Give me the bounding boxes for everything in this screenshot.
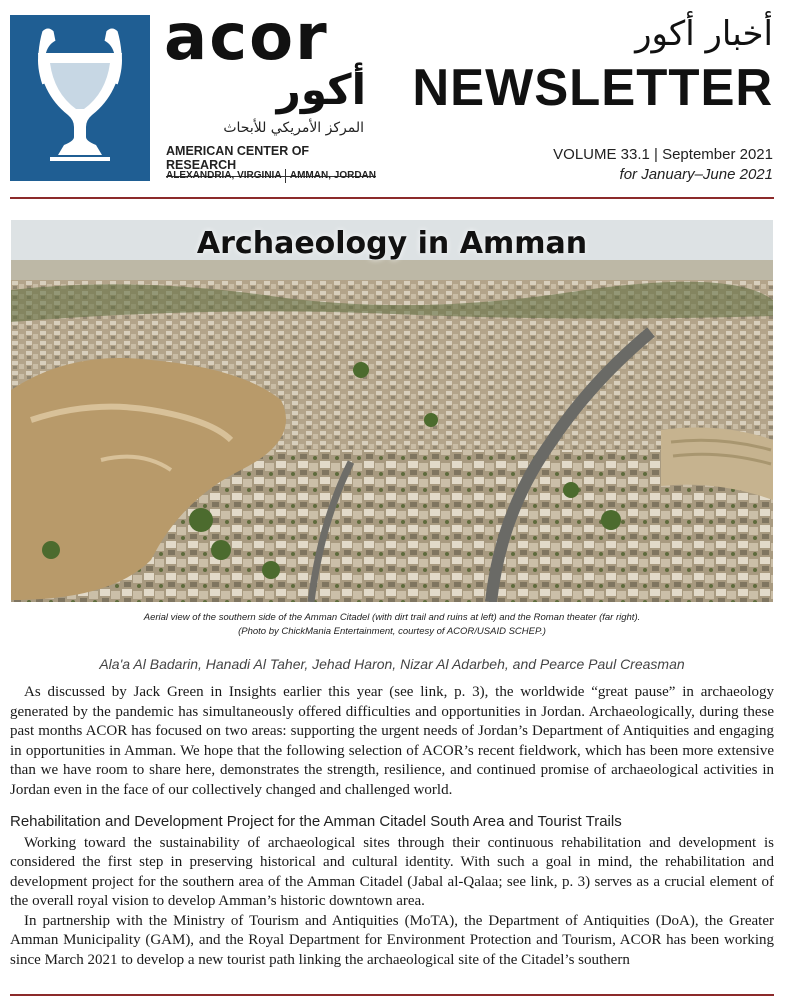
section-heading: Rehabilitation and Development Project for the Amman Citadel South Area and Tourist Trails (10, 813, 622, 830)
footer-rule (10, 994, 774, 996)
location-alexandria: ALEXANDRIA, VIRGINIA (166, 170, 282, 181)
article-title: Archaeology in Amman (196, 226, 588, 261)
newsletter-title: NEWSLETTER (412, 59, 773, 117)
issue-info (553, 145, 773, 185)
paragraph-intro: As discussed by Jack Green in Insights earlier this year (see link, p. 3), the worldwide “great pause” in archaeology generated by the pandemic has simultaneously offered difficulties and opportunities in Jordan. Archaeologically, during these past months ACOR has focused on two areas: supporting the urgent needs of Jordan’s Department of Antiquities and engaging in opportunities in Amman. We hope that the following selection of ACOR’s recent fieldwork, which has been more extensive than we have room to share here, demonstrates the strength, resilience, and continued promise of archaeological activities in Jordan even in the face of our collectively changed and challenged world. (10, 684, 774, 798)
acor-wordmark: acor (164, 1, 329, 75)
aerial-photo (11, 220, 773, 602)
volume-line: VOLUME 33.1 | September 2021 (553, 146, 773, 163)
newsletter-title-arabic: أخبار أكور (635, 14, 773, 54)
period-line: for January–June 2021 (619, 166, 773, 183)
header-rule (10, 197, 774, 199)
paragraph-rehabilitation: Working toward the sustainability of archaeological sites through their continuous rehabilitation and development is considered the first step in preserving historical and cultural identity. With such a goal in mind, the rehabilitation and development project for the southern area of the Amman Citadel (Jabal al-Qalaa; see link, p. 3) serves as a crucial element of the overall royal vision to develop Amman’s historic downtown area. (10, 834, 774, 909)
location-divider (285, 169, 286, 183)
paragraph-partnership: In partnership with the Ministry of Tourism and Antiquities (MoTA), the Department of Antiquities (DoA), the Greater Amman Municipality (GAM), and the Royal Department for Environment Protection and Tourism, ACOR has been working since March 2021 to develop a new tourist path linking the archaeological site of the Citadel’s southern (10, 912, 774, 968)
locations (166, 170, 376, 183)
center-name-english: AMERICAN CENTER OF RESEARCH (166, 144, 376, 177)
acor-wordmark-arabic: أكور (276, 65, 366, 114)
caption-line-1: Aerial view of the southern side of the Amman Citadel (with dirt trail and ruins at left) and the Roman theater (far right). (143, 612, 641, 623)
article-authors: Ala'a Al Badarin, Hanadi Al Taher, Jehad Haron, Nizar Al Adarbeh, and Pearce Paul Creasman (99, 656, 685, 672)
photo-caption (20, 611, 764, 639)
amphora-icon (20, 23, 140, 173)
article-body (10, 683, 774, 970)
caption-line-2: (Photo by ChickMania Entertainment, courtesy of ACOR/USAID SCHEP.) (238, 626, 546, 637)
acor-logo (10, 15, 150, 181)
center-name-arabic: المركز الأمريكي للأبحاث (223, 120, 364, 136)
location-amman: AMMAN, JORDAN (289, 170, 376, 181)
